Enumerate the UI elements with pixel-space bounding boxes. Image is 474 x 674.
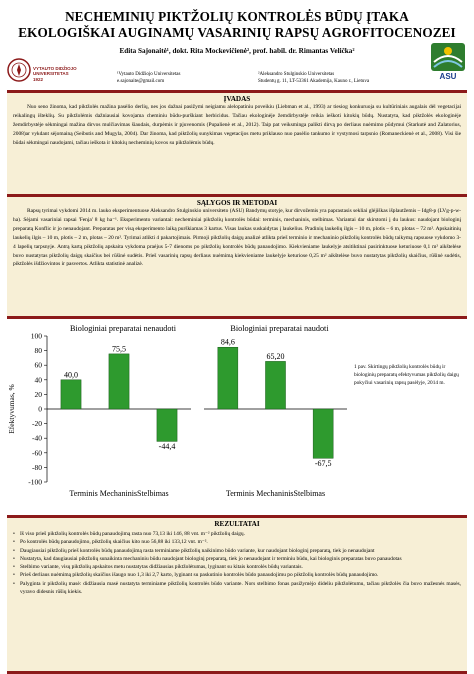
affiliation-asu: ²Aleksandro Stulginskio Universitetas Studentų g. 11, LT-53361 Akademija, Kauno r., Lietuva <box>258 72 370 84</box>
y-tick-label: -40 <box>32 433 42 443</box>
title-line-2: EKOLOGIŠKAI AUGINAMŲ VASARINIŲ RAPSŲ AGROFITOCENOZEI <box>18 25 456 40</box>
bar-value-label: 65,20 <box>266 351 285 361</box>
intro-section <box>7 90 467 197</box>
result-text: Daugiausiai piktžolių prieš kontrolės būdų panaudojimą rasta terminiame piktžolių naikinimo būdo variante, kur naudojant biologinį preparatą, tiek jo nenaudojant <box>20 547 375 554</box>
result-text: Stelbimo variante, visų piktžolių apskaitos metu nustatytas didžiausias piktžolėtumas, lyginant su kitais kontrolės būdų variantais. <box>20 564 303 571</box>
y-tick-label: -100 <box>28 477 42 487</box>
vdu-logo <box>6 56 84 86</box>
bar <box>313 409 333 458</box>
bullet-icon: • <box>13 531 15 537</box>
y-tick-label: -20 <box>32 419 42 429</box>
y-tick-label: 100 <box>30 331 42 341</box>
y-tick-label: -60 <box>32 448 42 458</box>
bar <box>61 380 81 409</box>
methods-heading: SĄLYGOS IR METODAI <box>196 199 278 207</box>
affiliation-vdu: ¹Vytauto Didžiojo Universitetas e.sajonaite@gmail.com <box>117 72 181 84</box>
bar-value-label: 75,5 <box>112 344 126 354</box>
y-tick-label: 80 <box>34 346 42 356</box>
bullet-icon: • <box>13 547 15 554</box>
y-tick-label: 60 <box>34 360 42 370</box>
methods-section <box>7 194 467 319</box>
bullet-icon: • <box>13 564 15 571</box>
asu-logo <box>426 40 470 84</box>
figure-caption: 1 pav. Skirtingų piktžolių kontrolės būdų ir biologinių preparatų efektyvumas piktžolių daigų pokyčiui vasarinių rapsų pasėlyje, 2014 m. <box>354 364 459 386</box>
chart-title-1: Biologiniai preparatai nenaudoti <box>70 324 176 333</box>
intro-text: Nuo seno žinoma, kad piktžolės mažina pasėlio derlių, nes jos dažnai pasižymi neigiamu alelopatiniu poveikiu (Liebman et al., 1993) ar tiesiog konkuruoja su kultūriniais augalais dėl vegetacijai reikalingų išteklių. Su piktžolėmis dažniausiai kovojama cheminiu būdu-purškiant herbicidus. Tačiau ekologinėje žemdirbystėje reikia ieškoti kitokių būdų. Nustatyta, kad piktžolės ekologinėje žemdirbystėje sėkmingai mažina dirvos mulčiavimas šiaudais, durpėmis ir pjuvenomis (Pupalienė et al., 2012). Taip pat veiksminga palikti dirvą po derliaus nuėmimo pūdymui (Starkutė and Zalatorius, 2008)ar vykdant sėjomainą (Seibutis and Mugyla, 2004). Dar žinoma, kad piktžolių sunykimas vegetacijos metu priklauso nuo pasėlio tankumo ir vystymosi tarpsnio (Romaneckienė et al., 2008). Visi šie būdai sėkmingai naudojami, tačiau ieškota ir kitokių necheminių kovos su piktžolėmis būdų. <box>13 104 461 146</box>
bar <box>109 354 129 409</box>
result-item <box>13 563 461 571</box>
efficiency-chart <box>4 314 470 514</box>
result-item <box>13 571 461 579</box>
bar <box>157 409 177 441</box>
y-axis-label: Efektyvumas, % <box>7 384 16 434</box>
bullet-icon: • <box>13 539 15 546</box>
bullet-icon: • <box>13 572 15 579</box>
bar <box>218 347 238 409</box>
result-item <box>13 555 461 563</box>
result-text: Nustatyta, kad daugiausiai piktžolių sunaikinta mechaniniu būdu naudojant biologinį preparatą, tiek jo nenaudojant ir terminiu būdu, kai biologinis preparatas buvo panaudotas <box>20 555 402 562</box>
bar <box>265 361 285 409</box>
results-heading: REZULTATAI <box>214 520 260 528</box>
chart-title-2: Biologiniai preparatai naudoti <box>230 324 329 333</box>
result-text: Po kontrolės būdų panaudojimo, piktžolių skaičius kito nuo 56,88 iki 133,12 vnt. m⁻². <box>20 539 208 546</box>
bar-value-label: -67,5 <box>314 458 332 468</box>
results-list <box>7 530 467 596</box>
bullet-icon: • <box>13 555 15 562</box>
figure-area <box>4 314 470 514</box>
result-text: Iš viso prieš piktžolių kontrolės būdų panaudojimą rasta nuo 73,13 iki 146, 88 vnt. m⁻² piktžolių daigų. <box>20 531 245 537</box>
intro-heading: ĮVADAS <box>223 95 251 103</box>
y-tick-label: 0 <box>38 404 42 414</box>
result-item <box>13 580 461 597</box>
result-item <box>13 547 461 555</box>
bullet-icon: • <box>13 580 15 587</box>
y-tick-label: 20 <box>34 389 42 399</box>
asu-logo-text: ASU <box>439 72 457 81</box>
category-labels-2: Terminis MechaninisStelbimas <box>225 489 326 498</box>
result-item <box>13 538 461 546</box>
result-item <box>13 530 461 538</box>
y-tick-label: -80 <box>32 462 42 472</box>
result-text: Palyginta ir piktžolių masė: didžiausia masė nustatyta terminiame piktžolių kontrolės būdo variante. Nors stelbimo fonas pasižymėjo dideliu piktžolėtumu, tačiau piktžolės čia buvo mažesnės masės, vyravo didesnis rūšių kiekis. <box>20 580 461 596</box>
y-tick-label: 40 <box>34 375 42 385</box>
poster-title <box>0 9 474 41</box>
category-labels-1: Terminis MechaninisStelbimas <box>69 489 169 498</box>
methods-text: Rapsų tyrimai vykdomi 2014 m. lauko eksperimentuose Aleksandro Stulginskio universiteto (ASU) Bandymų stotyje, kur dirvožemis yra paprastasis sekliai glėjiškas išplautžemis – Idg8-p (LVg-p-w-ha). Sėjami vasariniai rapsai 'Fenja' 8 kg ha⁻¹. Eksperimento variantai: necheminiai piktžolių kontrolės būdai: terminis, mechaninis, stelbimas. Variantai dar skirstomi į du laukus: naudojant biologinį preparatą Konflic ir jo nenaudojant. Preparatas per visą eksperimento laiką purškiamas 3 kartus. Visas laukas suskaidytas į laukelius. Pradinių laukelių ilgis – 10 m, plotis – 6 m, plotas – 72 m². Apskaitinių laukelių ilgis – 10 m, plotis – 2 m, plotas – 20 m². Tyrimai atlikti 4 pakartojimais. Pirmoji piktžolių daigų analizė atlikta prieš terminio ir mechaninio piktžolių kontrolės būdų taikymą rapsuose vykdomo 3-4 lapelių tarpsnyje. Antrą kartą piktžolių apskaita vykdoma praėjus 5-7 dienoms po piktžolių kontrolės būdų panaudojimo. Kiekvieniame laukelyje atsitiktinai pasirinktuose keturiuose 0,1 m² aikštelėse buvo nustatytas piktžolių daigų skaičius bei rūšinė sudėtis. Prieš vasarinių rapsų derliaus nuėmimą kiekvieniame laukelyje keturiose 0,25 m² aikštelėse buvo nustatytas piktžolių skaičius, rūšinė sudėtis, piktžolės išdžiovintos ir pasvertos. Atlikta statistinė analizė. <box>13 208 461 268</box>
bar-value-label: 40,0 <box>64 370 78 380</box>
authors: Edita Sajonaitė¹, dokt. Rita Mockevičienė², prof. habil. dr. Rimantas Velička² <box>119 47 355 55</box>
results-section <box>7 515 467 674</box>
bar-value-label: -44,4 <box>158 441 176 451</box>
bar-value-label: 84,6 <box>220 337 235 347</box>
vdu-logo-text: VYTAUTO DIDŽIOJO UNIVERSITETAS 1922 <box>33 66 77 82</box>
result-text: Prieš derliaus nuėmimą piktžolių skaičius išaugo nuo 1,3 iki 2,7 karto, lyginant su paskutinio kontrolės būdo panaudojimu po piktžolių kontrolės būdų panaudojimo. <box>20 572 379 579</box>
title-line-1: NECHEMINIŲ PIKTŽOLIŲ KONTROLĖS BŪDŲ ĮTAKA <box>65 9 409 24</box>
